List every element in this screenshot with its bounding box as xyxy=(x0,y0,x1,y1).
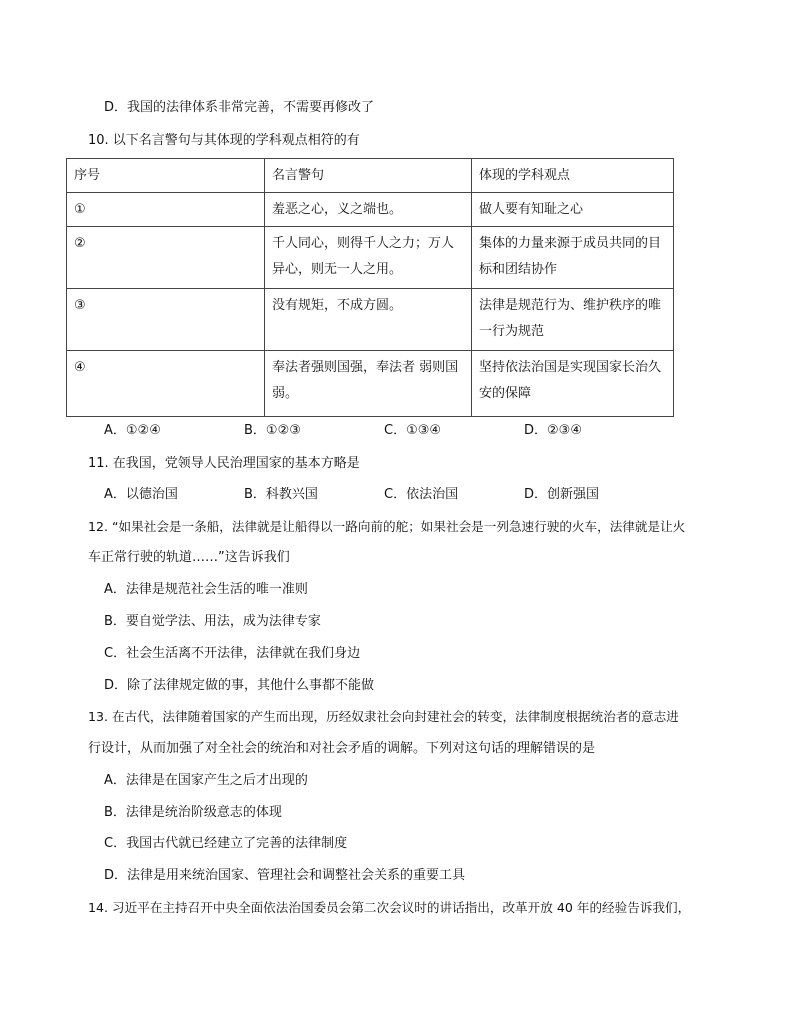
q13-option-c[interactable]: C．我国古代就已经建立了完善的法律制度 xyxy=(104,836,348,851)
q13-option-a[interactable]: A．法律是在国家产生之后才出现的 xyxy=(104,773,308,788)
table-cell-quote: 羞恶之心，义之端也。 xyxy=(265,193,472,227)
q12-option-d[interactable]: D．除了法律规定做的事，其他什么事都不能做 xyxy=(104,678,375,693)
q13-option-b[interactable]: B．法律是统治阶级意志的体现 xyxy=(104,805,282,820)
q10-option-b[interactable]: B．①②③ xyxy=(244,423,301,438)
table-header-cell: 体现的学科观点 xyxy=(472,159,674,193)
q10-option-c[interactable]: C．①③④ xyxy=(384,423,442,438)
q13-option-d[interactable]: D．法律是用来统治国家、管理社会和调整社会关系的重要工具 xyxy=(104,868,466,883)
table-cell-viewpoint xyxy=(472,351,674,417)
table-cell-quote-text: 奉法者强则国强，奉法者 弱则国弱。 xyxy=(272,360,459,401)
table-cell-quote xyxy=(265,351,472,417)
q12-stem-line2: 车正常行驶的轨道……”这告诉我们 xyxy=(88,550,290,565)
q10-table xyxy=(66,158,674,417)
q13-stem-line1: 13. 在古代，法律随着国家的产生而出现，历经奴隶社会向封建社会的转变，法律制度根据统治者的意志进 xyxy=(88,709,679,724)
q13-stem-line2: 行设计，从而加强了对全社会的统治和对社会矛盾的调解。下列对这句话的理解错误的是 xyxy=(88,741,596,756)
q12-option-a[interactable]: A．法律是规范社会生活的唯一准则 xyxy=(104,582,308,597)
q9-option-d: D．我国的法律体系非常完善，不需要再修改了 xyxy=(104,100,375,115)
table-row xyxy=(67,351,674,417)
q14-stem-line1: 14. 习近平在主持召开中央全面依法治国委员会第二次会议时的讲话指出，改革开放 40 年的经验告诉我们， xyxy=(88,900,691,915)
q11-option-b[interactable]: B．科教兴国 xyxy=(244,487,318,502)
q10-stem: 10. 以下名言警句与其体现的学科观点相符的有 xyxy=(88,133,360,148)
table-row xyxy=(67,193,674,227)
table-cell-viewpoint: 做人要有知耻之心 xyxy=(472,193,674,227)
table-header-row xyxy=(67,159,674,193)
q11-option-d[interactable]: D．创新强国 xyxy=(524,487,600,502)
table-header-cell: 序号 xyxy=(67,159,265,193)
table-cell-viewpoint xyxy=(472,227,674,289)
q11-stem: 11. 在我国，党领导人民治理国家的基本方略是 xyxy=(88,456,360,471)
table-cell-quote: 没有规矩，不成方圆。 xyxy=(265,289,472,351)
table-row xyxy=(67,289,674,351)
table-cell-number: ② xyxy=(67,227,265,289)
table-cell-quote xyxy=(265,227,472,289)
q12-option-b[interactable]: B．要自觉学法、用法，成为法律专家 xyxy=(104,614,321,629)
table-cell-number: ④ xyxy=(67,351,265,417)
table-row xyxy=(67,227,674,289)
table-cell-number: ③ xyxy=(67,289,265,351)
table-cell-number: ① xyxy=(67,193,265,227)
table-cell-viewpoint-text: 法律是规范行为、维护秩序的唯一行为规范 xyxy=(479,298,662,339)
table-cell-viewpoint xyxy=(472,289,674,351)
q10-options xyxy=(104,422,664,440)
table-cell-quote-text: 千人同心，则得千人之力；万人异心，则无一人之用。 xyxy=(272,236,455,277)
table-cell-viewpoint-text: 集体的力量来源于成员共同的目标和团结协作 xyxy=(479,236,662,277)
q11-option-c[interactable]: C．依法治国 xyxy=(384,487,459,502)
q12-option-c[interactable]: C．社会生活离不开法律，法律就在我们身边 xyxy=(104,646,361,661)
table-cell-viewpoint-text: 坚持依法治国是实现国家长治久安的保障 xyxy=(479,360,662,401)
table-header-cell: 名言警句 xyxy=(265,159,472,193)
q10-option-d[interactable]: D．②③④ xyxy=(524,423,582,438)
q11-option-a[interactable]: A．以德治国 xyxy=(104,487,178,502)
q10-option-a[interactable]: A．①②④ xyxy=(104,423,161,438)
q12-stem-line1: 12. “如果社会是一条船，法律就是让船得以一路向前的舵；如果社会是一列急速行驶的火车，法律就是让火 xyxy=(88,519,686,534)
q11-options xyxy=(104,486,664,504)
